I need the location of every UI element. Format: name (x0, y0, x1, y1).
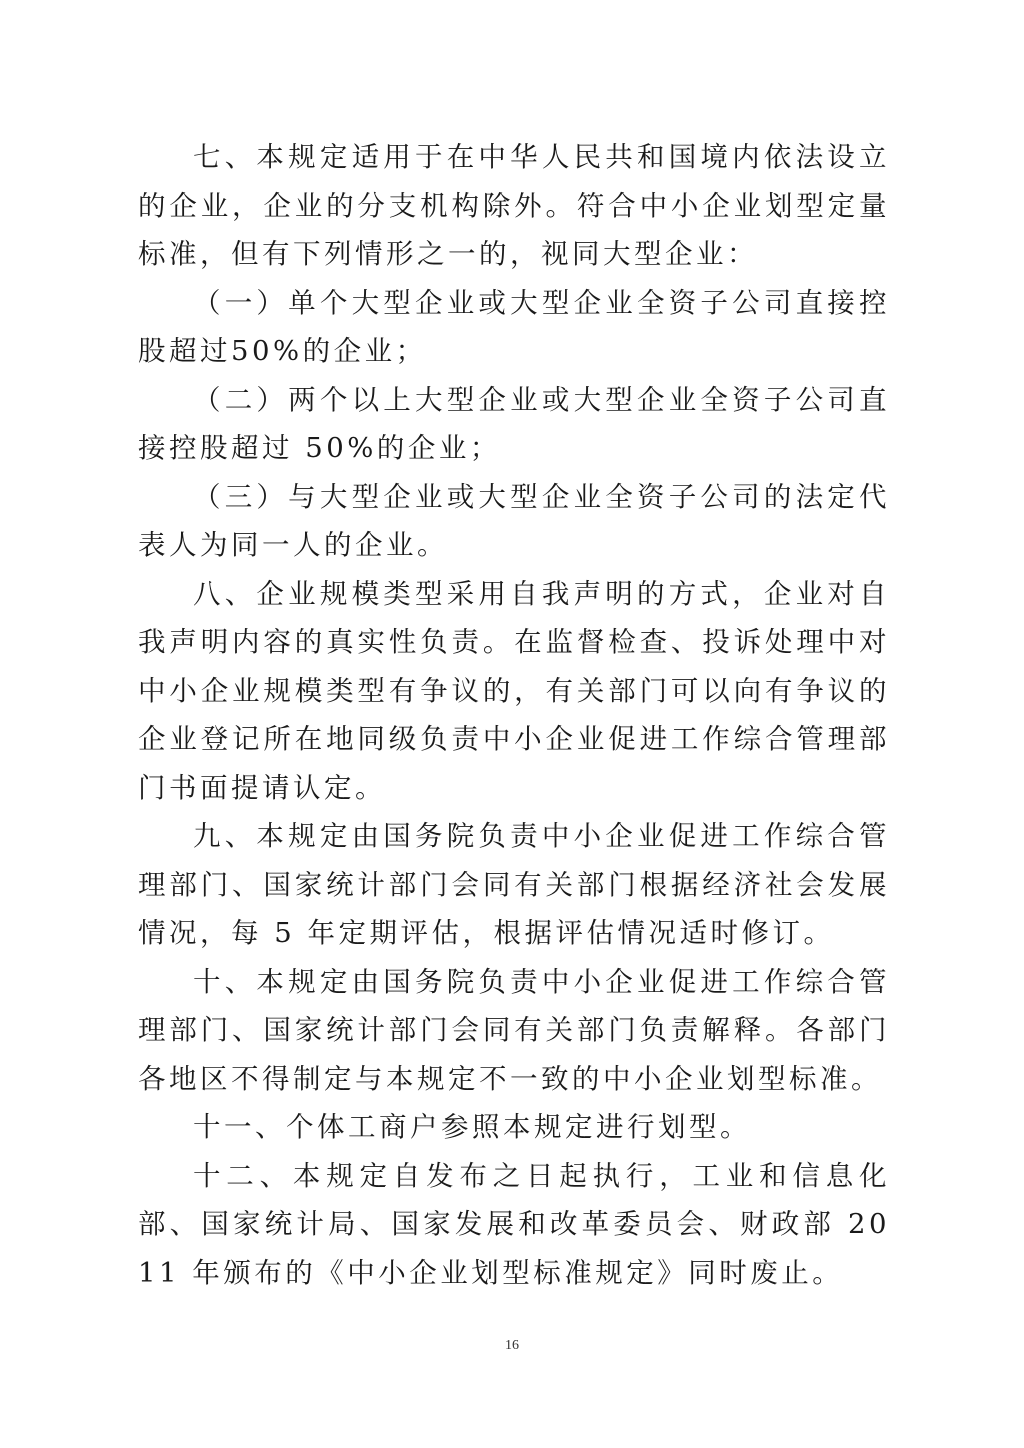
paragraph-article-10: 十、本规定由国务院负责中小企业促进工作综合管理部门、国家统计部门会同有关部门负责解释。各部门各地区不得制定与本规定不一致的中小企业划型标准。 (138, 965, 890, 1095)
paragraph-item-1: （一）单个大型企业或大型企业全资子公司直接控股超过50%的企业； (138, 286, 890, 367)
paragraph-article-7: 七、本规定适用于在中华人民共和国境内依法设立的企业，企业的分支机构除外。符合中小企业划型定量标准，但有下列情形之一的，视同大型企业： (138, 141, 890, 270)
paragraph-item-3: （三）与大型企业或大型企业全资子公司的法定代表人为同一人的企业。 (138, 480, 890, 561)
body-text (138, 133, 890, 1297)
page-number: 16 (505, 1338, 519, 1353)
paragraph-article-8: 八、企业规模类型采用自我声明的方式，企业对自我声明内容的真实性负责。在监督检查、投诉处理中对中小企业规模类型有争议的，有关部门可以向有争议的企业登记所在地同级负责中小企业促进工作综合管理部门书面提请认定。 (138, 577, 890, 804)
paragraph-article-11: 十一、个体工商户参照本规定进行划型。 (193, 1111, 751, 1143)
paragraph-article-12: 十二、本规定自发布之日起执行，工业和信息化部、国家统计局、国家发展和改革委员会、财政部 2011 年颁布的《中小企业划型标准规定》同时废止。 (138, 1159, 890, 1289)
paragraph-item-2: （二）两个以上大型企业或大型企业全资子公司直接控股超过 50%的企业； (138, 383, 890, 464)
paragraph-article-9: 九、本规定由国务院负责中小企业促进工作综合管理部门、国家统计部门会同有关部门根据经济社会发展情况，每 5 年定期评估，根据评估情况适时修订。 (138, 820, 890, 949)
